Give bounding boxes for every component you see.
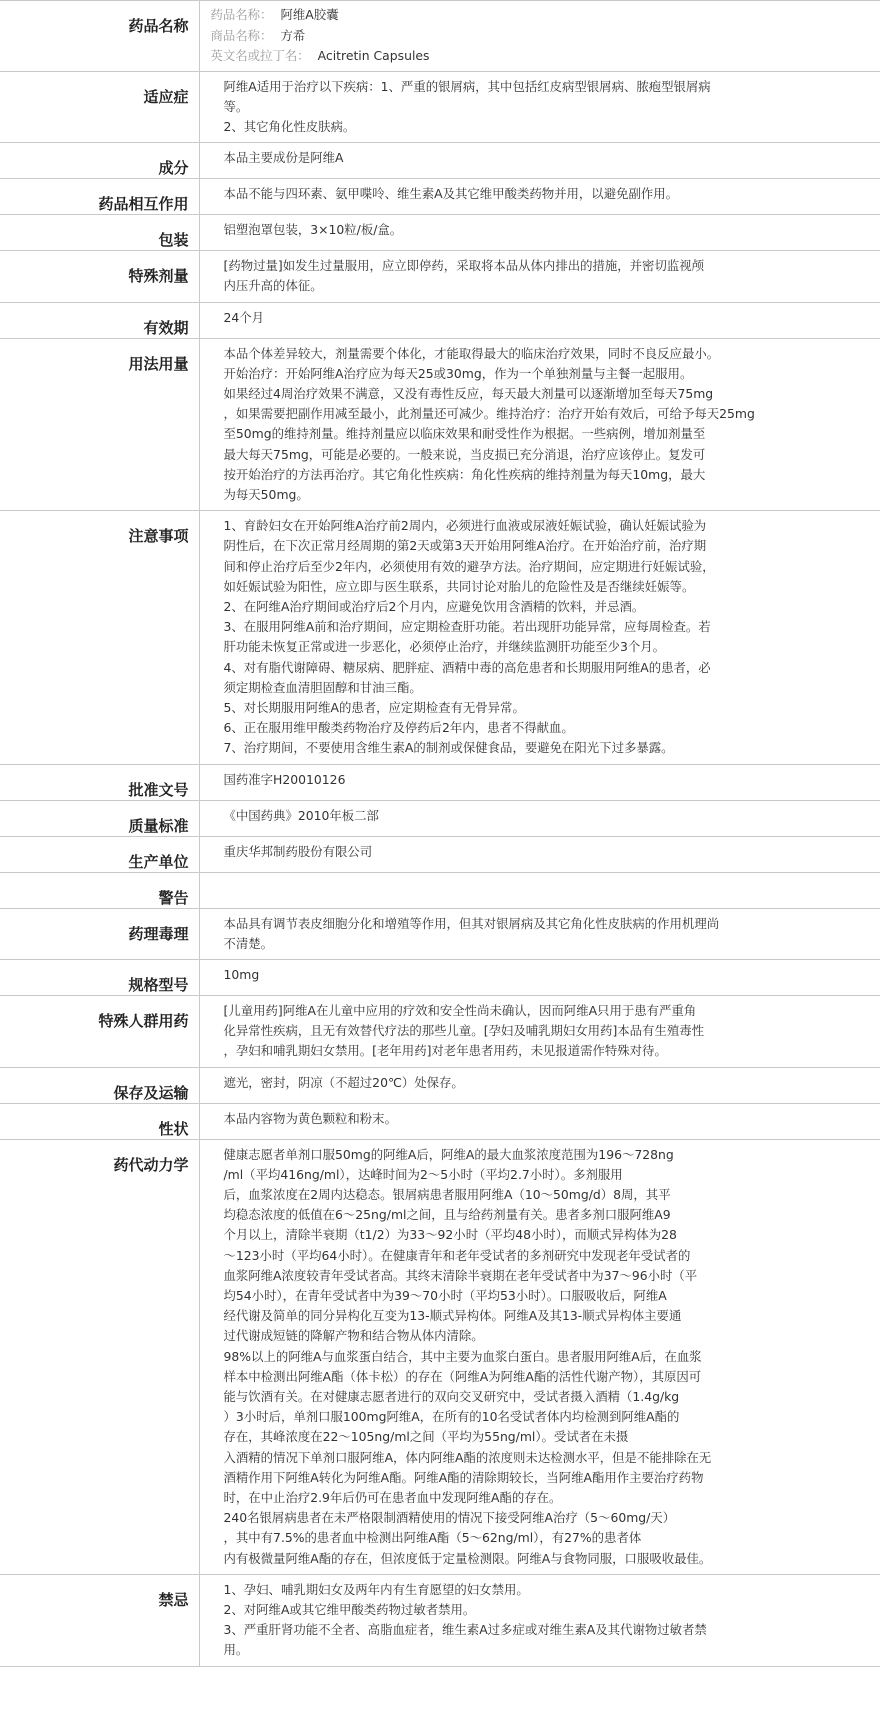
row-value bbox=[199, 143, 880, 179]
text-line: 3、在服用阿维A前和治疗期间，应定期检查肝功能。若出现肝功能异常，应每周检查。若 bbox=[223, 619, 711, 635]
row-value bbox=[199, 1574, 880, 1666]
text-line: 时，在中止治疗2.9年后仍可在患者血中发现阿维A酯的存在。 bbox=[223, 1490, 562, 1506]
text-line: [药物过量]如发生过量服用，应立即停药，采取将本品从体内排出的措施，并密切监视颅 bbox=[223, 258, 705, 274]
row-drug-interactions bbox=[0, 179, 880, 215]
text-line: 本品个体差异较大，剂量需要个体化，才能取得最大的临床治疗效果，同时不良反应最小。 bbox=[223, 345, 720, 361]
text-line: 阿维A适用于治疗以下疾病：1、严重的银屑病，其中包括红皮病型银屑病、脓疱型银屑病 bbox=[223, 78, 711, 94]
row-pharmacokinetics bbox=[0, 1139, 880, 1574]
text-line: 遮光，密封，阴凉（不超过20℃）处保存。 bbox=[223, 1074, 464, 1090]
row-value bbox=[199, 251, 880, 302]
row-label: 药代动力学 bbox=[0, 1139, 199, 1574]
text-line: 用。 bbox=[223, 1642, 249, 1658]
row-value bbox=[199, 908, 880, 959]
row-shelf-life bbox=[0, 302, 880, 338]
name-field-value: Acitretin Capsules bbox=[317, 48, 430, 63]
row-indications bbox=[0, 71, 880, 143]
row-label: 保存及运输 bbox=[0, 1067, 199, 1103]
row-value bbox=[199, 338, 880, 511]
text-line: 98%以上的阿维A与血浆蛋白结合，其中主要为血浆白蛋白。患者服用阿维A后，在血浆 bbox=[223, 1348, 702, 1364]
text-line: 本品主要成份是阿维A bbox=[223, 150, 344, 166]
name-field bbox=[211, 46, 880, 67]
row-specification bbox=[0, 959, 880, 995]
text-line: 过代谢成短链的降解产物和结合物从体内清除。 bbox=[223, 1328, 484, 1344]
name-field-key: 商品名称： bbox=[210, 27, 273, 43]
text-line: 10mg bbox=[223, 966, 260, 982]
text-line: 样本中检测出阿维A酯（体卡松）的存在（阿维A为阿维A酯的活性代谢产物），其原因可 bbox=[223, 1368, 702, 1384]
row-value bbox=[199, 1067, 880, 1103]
row-label: 特殊人群用药 bbox=[0, 995, 199, 1067]
text-line: 6、正在服用维甲酸类药物治疗及停药后2年内，患者不得献血。 bbox=[223, 720, 574, 736]
row-special-populations bbox=[0, 995, 880, 1067]
text-line: 后，血浆浓度在2周内达稳态。银屑病患者服用阿维A（10～50mg/d）8周，其平 bbox=[223, 1187, 671, 1202]
text-line: 7、治疗期间，不要使用含维生素A的制剂或保健食品，要避免在阳光下过多暴露。 bbox=[223, 740, 674, 756]
text-line: 如妊娠试验为阳性，应立即与医生联系，共同讨论对胎儿的危险性及是否继续妊娠等。 bbox=[223, 578, 695, 594]
row-value bbox=[199, 800, 880, 836]
row-storage-transport bbox=[0, 1067, 880, 1103]
row-manufacturer bbox=[0, 836, 880, 872]
text-line: 最大每天75mg，可能是必要的。一般来说，当皮损已充分消退，治疗应该停止。复发可 bbox=[223, 446, 706, 462]
text-line: 1、育龄妇女在开始阿维A治疗前2周内，必须进行血液或尿液妊娠试验，确认妊娠试验为 bbox=[223, 518, 707, 534]
row-value bbox=[199, 959, 880, 995]
text-line: ）3小时后，单剂口服100mg阿维A，在所有的10名受试者体内均检测到阿维A酯的 bbox=[223, 1409, 680, 1425]
text-line: ，孕妇和哺乳期妇女禁用。[老年用药]对老年患者用药，未见报道需作特殊对待。 bbox=[223, 1043, 667, 1059]
row-label: 性状 bbox=[0, 1103, 199, 1139]
text-line: 能与饮酒有关。在对健康志愿者进行的双向交叉研究中，受试者摄入酒精（1.4g/kg bbox=[223, 1389, 680, 1405]
text-line: 间和停止治疗后至少2年内，必须使用有效的避孕方法。治疗期间，应定期进行妊娠试验， bbox=[223, 558, 715, 574]
row-value bbox=[199, 215, 880, 251]
row-label: 包装 bbox=[0, 215, 199, 251]
row-value bbox=[199, 995, 880, 1067]
text-line: 按开始治疗的方法再治疗。其它角化性疾病：角化性疾病的维持剂量为每天10mg，最大 bbox=[223, 466, 706, 482]
text-line: 如果经过4周治疗效果不满意，又没有毒性反应，每天最大剂量可以逐渐增加至每天75mg bbox=[223, 385, 714, 401]
text-line: 均54小时），在青年受试者中为39～70小时（平均53小时）。口服吸收后，阿维A bbox=[223, 1288, 667, 1304]
text-line: 《中国药典》2010年板二部 bbox=[223, 807, 379, 823]
row-appearance bbox=[0, 1103, 880, 1139]
row-label: 药品相互作用 bbox=[0, 179, 199, 215]
text-line: 经代谢及简单的同分异构化互变为13-顺式异构体。阿维A及其13-顺式异构体主要通 bbox=[223, 1308, 682, 1324]
row-label: 生产单位 bbox=[0, 836, 199, 872]
text-line: 化异常性疾病，且无有效替代疗法的那些儿童。[孕妇及哺乳期妇女用药]本品有生殖毒性 bbox=[223, 1023, 705, 1039]
text-line: 入酒精的情况下单剂口服阿维A，体内阿维A酯的浓度则未达检测水平，但是不能排除在无 bbox=[223, 1449, 712, 1465]
text-line: 阴性后，在下次正常月经周期的第2天或第3天开始用阿维A治疗。在开始治疗前，治疗期 bbox=[223, 538, 707, 554]
row-drug-name bbox=[0, 1, 880, 72]
row-approval-number bbox=[0, 764, 880, 800]
row-label: 规格型号 bbox=[0, 959, 199, 995]
text-line: 为每天50mg。 bbox=[223, 486, 309, 502]
row-label: 有效期 bbox=[0, 302, 199, 338]
row-value bbox=[199, 302, 880, 338]
row-value bbox=[199, 511, 880, 764]
text-line: 本品内容物为黄色颗粒和粉末。 bbox=[223, 1110, 397, 1126]
name-field bbox=[211, 26, 880, 47]
row-warnings bbox=[0, 872, 880, 908]
name-field-key: 英文名或拉丁名： bbox=[210, 48, 310, 63]
text-line: 内有极微量阿维A酯的存在，但浓度低于定量检测限。阿维A与食物同服，口服吸收最佳。 bbox=[223, 1550, 712, 1566]
row-label: 禁忌 bbox=[0, 1574, 199, 1666]
text-line: 肝功能未恢复正常或进一步恶化，必须停止治疗，并继续监测肝功能至少3个月。 bbox=[223, 639, 666, 655]
row-label: 警告 bbox=[0, 872, 199, 908]
name-field-value: 方希 bbox=[280, 27, 306, 43]
text-line: [儿童用药]阿维A在儿童中应用的疗效和安全性尚未确认，因而阿维A只用于患有严重角 bbox=[223, 1002, 697, 1018]
row-label: 药理毒理 bbox=[0, 908, 199, 959]
text-line: 存在，其峰浓度在22～105ng/ml之间（平均为55ng/ml）。受试者在未摄 bbox=[223, 1429, 629, 1445]
text-line: 须定期检查血清胆固醇和甘油三酯。 bbox=[223, 679, 422, 695]
row-value bbox=[199, 1, 880, 72]
text-line: 等。 bbox=[223, 98, 249, 114]
text-line: 2、其它角化性皮肤病。 bbox=[223, 118, 356, 134]
row-precautions bbox=[0, 511, 880, 764]
row-label: 批准文号 bbox=[0, 764, 199, 800]
row-value bbox=[199, 71, 880, 143]
row-label: 成分 bbox=[0, 143, 199, 179]
text-line: 开始治疗：开始阿维A治疗应为每天25或30mg，作为一个单独剂量与主餐一起服用。 bbox=[223, 365, 693, 381]
row-label: 注意事项 bbox=[0, 511, 199, 764]
text-line: 国药准字H20010126 bbox=[223, 771, 346, 787]
text-line: 本品具有调节表皮细胞分化和增殖等作用，但其对银屑病及其它角化性皮肤病的作用机理尚 bbox=[223, 915, 720, 931]
row-quality-standard bbox=[0, 800, 880, 836]
row-label: 药品名称 bbox=[0, 1, 199, 72]
row-dosage-and-administration bbox=[0, 338, 880, 511]
name-field bbox=[211, 5, 880, 26]
text-line: ，其中有7.5%的患者血中检测出阿维A酯（5～62ng/ml），有27%的患者体 bbox=[223, 1530, 642, 1546]
row-contraindications bbox=[0, 1574, 880, 1666]
name-field-value: 阿维A胶囊 bbox=[280, 7, 339, 22]
row-ingredients bbox=[0, 143, 880, 179]
text-line: 均稳态浓度的低值在6～25ng/ml之间，且与给药剂量有关。患者多剂口服阿维A9 bbox=[223, 1207, 671, 1223]
row-label: 用法用量 bbox=[0, 338, 199, 511]
row-value bbox=[199, 1103, 880, 1139]
text-line: 5、对长期服用阿维A的患者，应定期检查有无骨异常。 bbox=[223, 699, 525, 715]
text-line: 4、对有脂代谢障碍、糖尿病、肥胖症、酒精中毒的高危患者和长期服用阿维A的患者，必 bbox=[223, 659, 711, 675]
row-label: 质量标准 bbox=[0, 800, 199, 836]
text-line: 2、在阿维A治疗期间或治疗后2个月内，应避免饮用含酒精的饮料，并忌酒。 bbox=[223, 598, 645, 614]
text-line: 至50mg的维持剂量。维持剂量应以临床效果和耐受性作为根据。一些病例，增加剂量至 bbox=[223, 426, 706, 442]
row-pharmacology-toxicology bbox=[0, 908, 880, 959]
text-line: 血浆阿维A浓度较青年受试者高。其终末清除半衰期在老年受试者中为37～96小时（平 bbox=[223, 1267, 698, 1283]
text-line: 不清楚。 bbox=[223, 935, 274, 951]
row-value bbox=[199, 1139, 880, 1574]
text-line: 240名银屑病患者在未严格限制酒精使用的情况下接受阿维A治疗（5～60mg/天） bbox=[223, 1510, 676, 1526]
text-line: 1、孕妇、哺乳期妇女及两年内有生育愿望的妇女禁用。 bbox=[223, 1581, 529, 1597]
name-field-key: 药品名称： bbox=[210, 7, 273, 22]
row-label: 适应症 bbox=[0, 71, 199, 143]
row-label: 特殊剂量 bbox=[0, 251, 199, 302]
text-line: 3、严重肝肾功能不全者、高脂血症者，维生素A过多症或对维生素A及其代谢物过敏者禁 bbox=[223, 1622, 707, 1638]
text-line: /ml（平均416ng/ml），达峰时间为2～5小时（平均2.7小时）。多剂服用 bbox=[223, 1166, 623, 1182]
text-line: 内压升高的体征。 bbox=[223, 278, 323, 294]
text-line: 酒精作用下阿维A转化为阿维A酯。阿维A酯的清除期较长，当阿维A酯用作主要治疗药物 bbox=[223, 1469, 704, 1485]
text-line: 本品不能与四环素、氨甲喋呤、维生素A及其它维甲酸类药物并用，以避免副作用。 bbox=[223, 186, 679, 202]
text-line: ，如果需要把副作用减至最小，此剂量还可减少。维持治疗：治疗开始有效后，可给予每天25mg bbox=[223, 406, 755, 422]
text-line: 个月以上，清除半衰期（t1/2）为33～92小时（平均48小时），而顺式异构体为28 bbox=[223, 1227, 677, 1243]
text-line: 铝塑泡罩包装，3×10粒/板/盒。 bbox=[223, 222, 403, 238]
text-line: 24个月 bbox=[223, 309, 265, 325]
row-value bbox=[199, 872, 880, 908]
row-value bbox=[199, 836, 880, 872]
row-packaging bbox=[0, 215, 880, 251]
text-line: 健康志愿者单剂口服50mg的阿维A后，阿维A的最大血浆浓度范围为196～728ng bbox=[223, 1146, 674, 1162]
row-value bbox=[199, 179, 880, 215]
row-special-dosage bbox=[0, 251, 880, 302]
row-value bbox=[199, 764, 880, 800]
text-line: 重庆华邦制药股份有限公司 bbox=[223, 843, 373, 859]
text-line: 2、对阿维A或其它维甲酸类药物过敏者禁用。 bbox=[223, 1602, 476, 1618]
text-line: ～123小时（平均64小时）。在健康青年和老年受试者的多剂研究中发现老年受试者的 bbox=[223, 1247, 691, 1263]
